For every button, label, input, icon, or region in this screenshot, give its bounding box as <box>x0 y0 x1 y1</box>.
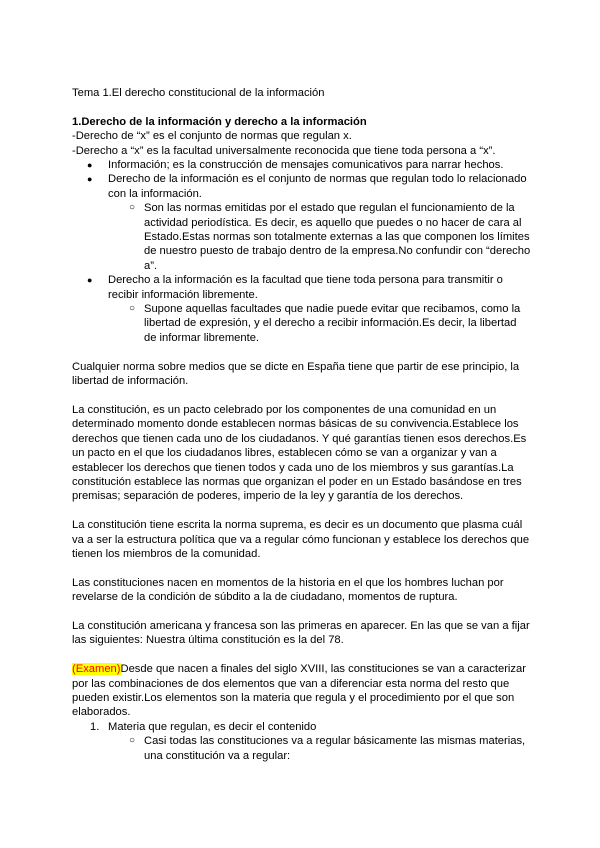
sub-bullet-derecho-de: ○ Son las normas emitidas por el estado que regulan el funcionamiento de la actividad periodística. Es decir, es aquello que puedes o no hacer de cara al Estado.Estas normas son totalmente externas a las que componen los límites de nuestro puesto de trabajo dentro de la empresa.No confundir con “derecho a”. <box>72 201 532 273</box>
numbered-item-number: 1. <box>90 720 100 733</box>
bullet-derecho-a: ● Derecho a la información es la facultad que tiene toda persona para transmitir o recibir información libremente. <box>72 273 532 302</box>
sub-bullet-derecho-a: ○ Supone aquellas facultades que nadie puede evitar que recibamos, como la libertad de expresión, y el derecho a recibir información.Es decir, la libertad de informar libremente. <box>72 302 532 345</box>
paragraph-principio: Cualquier norma sobre medios que se dicte en España tiene que partir de ese principio, la libertad de información. <box>72 360 520 388</box>
definition-derecho-a: -Derecho a “x” es la facultad universalmente reconocida que tiene toda persona a “x”. <box>72 144 496 157</box>
paragraph-constitucion-pacto: La constitución, es un pacto celebrado por los componentes de una comunidad en un determinado momento donde establecen normas básicas de su convivencia.Establece los derechos que tienen cada uno de los ciudadanos. Y qué garantías tienen esos derechos.Es un pacto en el que los ciudadanos libres, establecen cómo se van a organizar y van a establecer los derechos que tienen todos y cada uno de los miembros y sus garantías.La constitución establece las normas que organizan el poder en un Estado basándose en tres premisas; separación de poderes, imperio de la ley y garantía de los derechos. <box>72 403 527 503</box>
paragraph-americana-francesa: La constitución americana y francesa son las primeras en aparecer. En las que se van a fijar las siguientes: Nuestra última constitución es la del 78. <box>72 619 530 647</box>
section-heading: 1.Derecho de la información y derecho a la información <box>72 115 367 128</box>
paragraph-norma-suprema: La constitución tiene escrita la norma suprema, es decir es un documento que plasma cuál va a ser la estructura política que va a regular cómo funcionan y establece los derechos que tienen los miembros de la comunidad. <box>72 519 530 560</box>
document-body <box>72 86 532 763</box>
sub-bullet-materias: ○ Casi todas las constituciones va a regular básicamente las mismas materias, una constitución va a regular: <box>72 734 532 763</box>
doc-title: Tema 1.El derecho constitucional de la información <box>72 87 325 99</box>
paragraph-historia: Las constituciones nacen en momentos de la historia en el que los hombres luchan por revelarse de la condición de súbdito a la de ciudadano, momentos de ruptura. <box>72 576 504 604</box>
numbered-item-materia <box>72 720 532 734</box>
paragraph-examen <box>72 662 532 720</box>
definition-derecho-de: -Derecho de “x” es el conjunto de normas que regulan x. <box>72 130 352 143</box>
bullet-informacion: ● Información; es la construcción de mensajes comunicativos para narrar hechos. <box>72 158 532 172</box>
bullet-list <box>72 158 532 345</box>
paragraph-examen-text: Desde que nacen a finales del siglo XVIII, las constituciones se van a caracterizar por las combinaciones de dos elementos que van a diferenciar esta norma del resto que pueden existir.Los elementos son la materia que regula y el procedimiento por el que son elaborados. <box>72 663 526 719</box>
bullet-derecho-de: ● Derecho de la información es el conjunto de normas que regulan todo lo relacionado con la información. <box>72 172 532 201</box>
exam-highlight-tag: (Examen) <box>72 663 121 676</box>
numbered-item-text: Materia que regulan, es decir el contenido <box>108 720 317 733</box>
numbered-list <box>72 720 532 763</box>
